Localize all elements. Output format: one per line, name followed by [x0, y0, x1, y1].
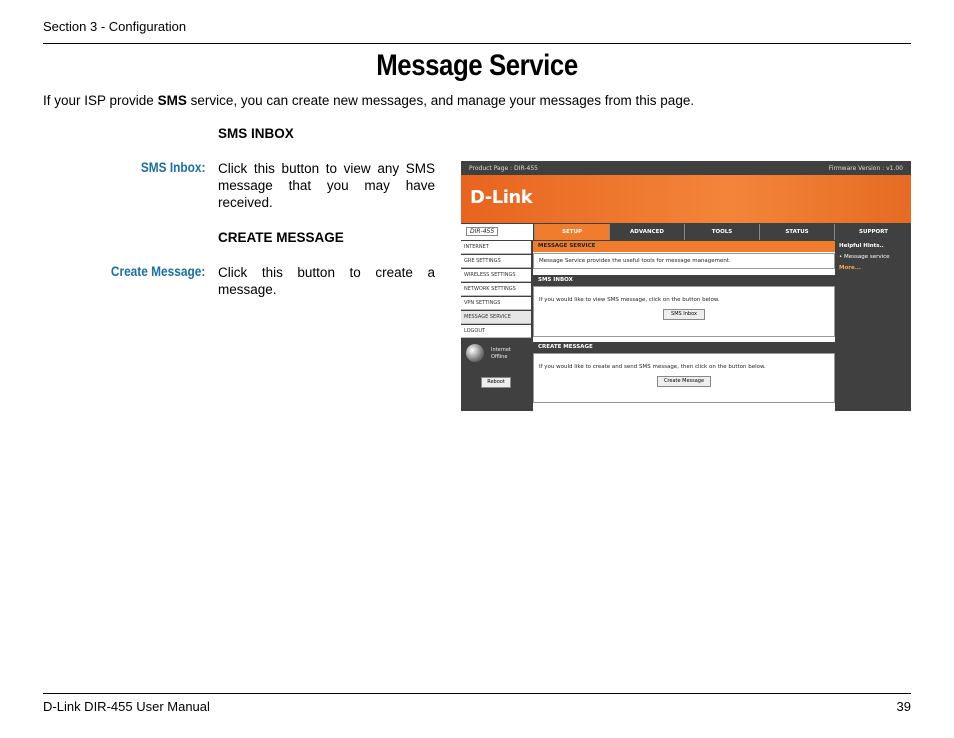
nav-gre-settings[interactable]: GRE SETTINGS — [461, 255, 531, 268]
dlink-banner — [461, 175, 911, 223]
intro-text-1: If your ISP provide — [43, 93, 158, 108]
hints-more-link[interactable]: More... — [839, 265, 861, 271]
tab-tools[interactable]: TOOLS — [684, 224, 759, 240]
hints-item[interactable]: • Message service — [839, 254, 890, 260]
main-panel — [533, 241, 835, 411]
create-message-term: Create Message: — [110, 264, 205, 279]
page-number: 39 — [896, 699, 911, 714]
internet-globe-icon — [466, 344, 484, 362]
firmware-label: Firmware Version : v1.00 — [828, 165, 903, 172]
reboot-button[interactable]: Reboot — [481, 377, 511, 388]
inbox-box — [533, 286, 835, 337]
product-page-label: Product Page : DIR-455 — [469, 165, 538, 172]
side-nav — [461, 241, 531, 339]
screenshot-topbar — [461, 161, 911, 175]
dlink-logo: D-Link — [470, 187, 533, 208]
inbox-text: If you would like to view SMS message, click on the button below. — [539, 297, 720, 303]
helpful-hints — [836, 241, 911, 411]
nav-logout[interactable]: LOGOUT — [461, 325, 531, 338]
nav-message-service[interactable]: MESSAGE SERVICE — [461, 311, 531, 324]
ms-text: Message Service provides the useful tools for message management. — [539, 258, 731, 264]
nav-vpn-settings[interactable]: VPN SETTINGS — [461, 297, 531, 310]
intro-bold: SMS — [157, 93, 187, 108]
create-box — [533, 353, 835, 403]
sms-inbox-heading: SMS INBOX — [218, 126, 294, 141]
nav-internet[interactable]: INTERNET — [461, 241, 531, 254]
internet-state: Offline — [491, 354, 508, 360]
create-header: CREATE MESSAGE — [533, 342, 835, 353]
ms-header: MESSAGE SERVICE — [533, 241, 835, 252]
tab-status[interactable]: STATUS — [759, 224, 834, 240]
tab-bar — [461, 224, 911, 240]
sms-inbox-term: SMS Inbox: — [140, 160, 205, 175]
nav-network-settings[interactable]: NETWORK SETTINGS — [461, 283, 531, 296]
header-rule — [43, 43, 911, 44]
tab-support[interactable]: SUPPORT — [834, 224, 911, 240]
model-label: DIR-455 — [466, 227, 498, 236]
ms-box — [533, 253, 835, 269]
footer-manual: D-Link DIR-455 User Manual — [43, 699, 210, 714]
create-message-button[interactable]: Create Message — [657, 376, 711, 387]
inbox-header: SMS INBOX — [533, 275, 835, 286]
sms-inbox-button[interactable]: SMS Inbox — [663, 309, 705, 320]
sms-inbox-desc: Click this button to view any SMS message that you may have received. — [218, 161, 435, 210]
router-screenshot — [461, 161, 911, 411]
section-header: Section 3 - Configuration — [43, 19, 187, 34]
internet-status — [491, 347, 511, 361]
create-message-heading: CREATE MESSAGE — [218, 230, 344, 245]
create-message-desc: Click this button to create a message. — [218, 265, 435, 297]
hints-title: Helpful Hints.. — [839, 243, 884, 249]
page-title: Message Service — [376, 49, 578, 82]
intro-text-2: service, you can create new messages, and manage your messages from this page. — [186, 93, 695, 108]
intro-paragraph — [43, 93, 694, 108]
internet-label: Internet — [491, 347, 511, 353]
tab-advanced[interactable]: ADVANCED — [609, 224, 684, 240]
model-badge — [461, 224, 533, 240]
footer-rule — [43, 693, 911, 694]
nav-wireless-settings[interactable]: WIRELESS SETTINGS — [461, 269, 531, 282]
create-text: If you would like to create and send SMS message, then click on the button below. — [539, 364, 766, 370]
tab-setup[interactable]: SETUP — [534, 224, 609, 240]
